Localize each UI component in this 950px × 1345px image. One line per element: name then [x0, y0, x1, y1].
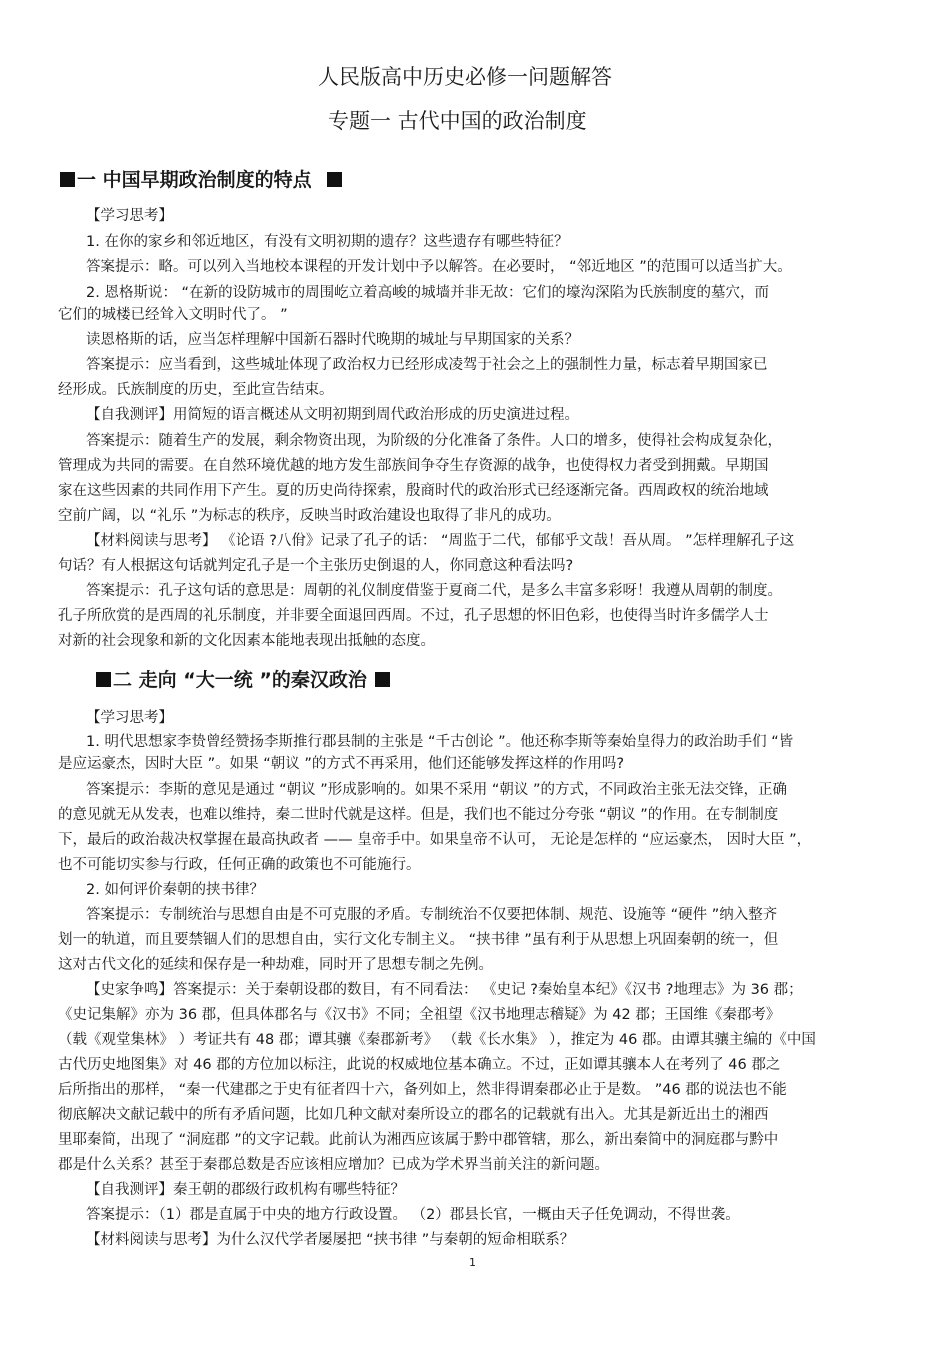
paragraph-line: 里耶秦简，出现了 “洞庭郡 ”的文字记载。此前认为湘西应该属于黔中郡管辖，那么，新出秦简中的洞庭郡与黔中: [58, 1132, 779, 1148]
paragraph-line: 答案提示：专制统治与思想自由是不可克服的矛盾。专制统治不仅要把体制、规范、设施等 “硬件 ”纳入整齐: [86, 907, 778, 923]
paragraph-line: 读恩格斯的话，应当怎样理解中国新石器时代晚期的城址与早期国家的关系？: [86, 332, 579, 348]
paragraph-line: 答案提示：（1）郡是直属于中央的地方行政设置。 （2）郡县长官，一概由天子任免调动，不得世袭。: [86, 1207, 740, 1223]
paragraph-line: 【自我测评】秦王朝的郡级行政机构有哪些特征？: [86, 1182, 405, 1198]
document-subtitle: 专题一 古代中国的政治制度: [328, 109, 587, 133]
paragraph-line: 答案提示：李斯的意见是通过 “朝议 ”形成影响的。如果不采用 “朝议 ”的方式，不同政治主张无法交锋，正确: [86, 782, 787, 798]
paragraph-line: 古代历史地图集》对 46 郡的方位加以标注，此说的权威地位基本确立。不过，正如谭其骧本人在考列了 46 郡之: [58, 1057, 781, 1073]
paragraph-line: 也不可能切实参与行政，任何正确的政策也不可能施行。: [58, 857, 421, 873]
paragraph-line: 孔子所欣赏的是西周的礼乐制度，并非要全面退回西周。不过，孔子思想的怀旧色彩，也使得当时许多儒学人士: [58, 608, 769, 624]
paragraph-line: 后所指出的那样， “秦一代建郡之于史有征者四十六，备列如上，然非得谓秦郡必止于是数。 ”46 郡的说法也不能: [58, 1082, 787, 1098]
section-heading-2: [94, 668, 392, 692]
paragraph-line: 对新的社会现象和新的文化因素本能地表现出抵触的态度。: [58, 633, 435, 649]
paragraph-line: 《史记集解》亦为 36 郡，但具体郡名与《汉书》不同；全祖望《汉书地理志稽疑》为 42 郡；王国维《秦郡考》: [58, 1007, 781, 1023]
paragraph-line: 2. 如何评价秦朝的挟书律？: [86, 882, 264, 898]
black-square-icon: [375, 672, 390, 687]
paragraph-line: 彻底解决文献记载中的所有矛盾问题，比如几种文献对秦所设立的郡名的记载就有出入。尤其是新近出土的湘西: [58, 1107, 769, 1123]
paragraph-line: 的意见就无从发表，也难以维持，秦二世时代就是这样。但是，我们也不能过分夸张 “朝议 ”的作用。在专制制度: [58, 807, 779, 823]
paragraph-line: 1. 在你的家乡和邻近地区，有没有文明初期的遗存？这些遗存有哪些特征？: [86, 234, 569, 250]
section-2-title: 二 走向 “大一统 ”的秦汉政治: [113, 669, 367, 691]
black-square-icon: [60, 172, 75, 187]
paragraph-line: 答案提示：随着生产的发展，剩余物资出现，为阶级的分化准备了条件。人口的增多，使得社会构成复杂化，: [86, 433, 782, 449]
paragraph-line: 1. 明代思想家李贽曾经赞扬李斯推行郡县制的主张是 “千古创论 ”。他还称李斯等秦始皇得力的政治助手们 “皆: [86, 734, 794, 750]
paragraph-line: 【自我测评】用简短的语言概述从文明初期到周代政治形成的历史演进过程。: [86, 407, 579, 423]
paragraph-line: 划一的轨道，而且要禁锢人们的思想自由，实行文化专制主义。 “挟书律 ”虽有利于从思想上巩固秦朝的统一，但: [58, 932, 779, 948]
paragraph-line: 句话？有人根据这句话就判定孔子是一个主张历史倒退的人，你同意这种看法吗?: [58, 558, 574, 574]
page-number: 1: [469, 1256, 476, 1269]
paragraph-line: 经形成。氏族制度的历史，至此宣告结束。: [58, 382, 334, 398]
paragraph-line: 【史家争鸣】答案提示：关于秦朝设郡的数目，有不同看法： 《史记 ?秦始皇本纪》《汉书 ?地理志》为 36 郡；: [86, 982, 803, 998]
paragraph-line: 下，最后的政治裁决权掌握在最高执政者 —— 皇帝手中。如果皇帝不认可， 无论是怎样的 “应运豪杰， 因时大臣 ”，: [58, 832, 812, 848]
paragraph-line: 【学习思考】: [86, 208, 173, 224]
paragraph-line: 是应运豪杰，因时大臣 ”。如果 “朝议 ”的方式不再采用，他们还能够发挥这样的作用吗?: [58, 756, 625, 772]
paragraph-line: （载《观堂集林》 ）考证共有 48 郡；谭其骧《秦郡新考》 （载《长水集》 ），推定为 46 郡。由谭其骧主编的《中国: [58, 1032, 816, 1048]
paragraph-line: 家在这些因素的共同作用下产生。夏的历史尚待探索，殷商时代的政治形式已经逐渐完备。西周政权的统治地域: [58, 483, 769, 499]
paragraph-line: 【材料阅读与思考】 《论语 ?八佾》记录了孔子的话： “周监于二代，郁郁乎文哉！吾从周。 ”怎样理解孔子这: [86, 533, 795, 549]
paragraph-line: 管理成为共同的需要。在自然环境优越的地方发生部族间争夺生存资源的战争，也使得权力者受到拥戴。早期国: [58, 458, 769, 474]
section-heading-1: [58, 168, 344, 192]
paragraph-line: 空前广阔，以 “礼乐 ”为标志的秩序，反映当时政治建设也取得了非凡的成功。: [58, 508, 561, 524]
paragraph-line: 2. 恩格斯说： “在新的设防城市的周围屹立着高峻的城墙并非无故：它们的壕沟深陷为氏族制度的墓穴，而: [86, 285, 770, 301]
paragraph-line: 答案提示：应当看到，这些城址体现了政治权力已经形成凌驾于社会之上的强制性力量，标志着早期国家已: [86, 357, 768, 373]
paragraph-line: 答案提示：略。可以列入当地校本课程的开发计划中予以解答。在必要时， “邻近地区 ”的范围可以适当扩大。: [86, 259, 792, 275]
document-title: 人民版高中历史必修一问题解答: [318, 65, 612, 89]
paragraph-line: 答案提示：孔子这句话的意思是：周朝的礼仪制度借鉴于夏商二代，是多么丰富多彩呀！我遵从周朝的制度。: [86, 583, 782, 599]
paragraph-line: 郡是什么关系？甚至于秦郡总数是否应该相应增加？已成为学术界当前关注的新问题。: [58, 1157, 609, 1173]
paragraph-line: 这对古代文化的延续和保存是一种劫难，同时开了思想专制之先例。: [58, 957, 493, 973]
section-1-title: 一 中国早期政治制度的特点: [77, 169, 312, 191]
paragraph-line: 它们的城楼已经耸入文明时代了。 ”: [58, 307, 288, 323]
black-square-icon: [327, 172, 342, 187]
paragraph-line: 【学习思考】: [86, 710, 173, 726]
paragraph-line: 【材料阅读与思考】为什么汉代学者屡屡把 “挟书律 ”与秦朝的短命相联系？: [86, 1232, 575, 1248]
black-square-icon: [96, 672, 111, 687]
